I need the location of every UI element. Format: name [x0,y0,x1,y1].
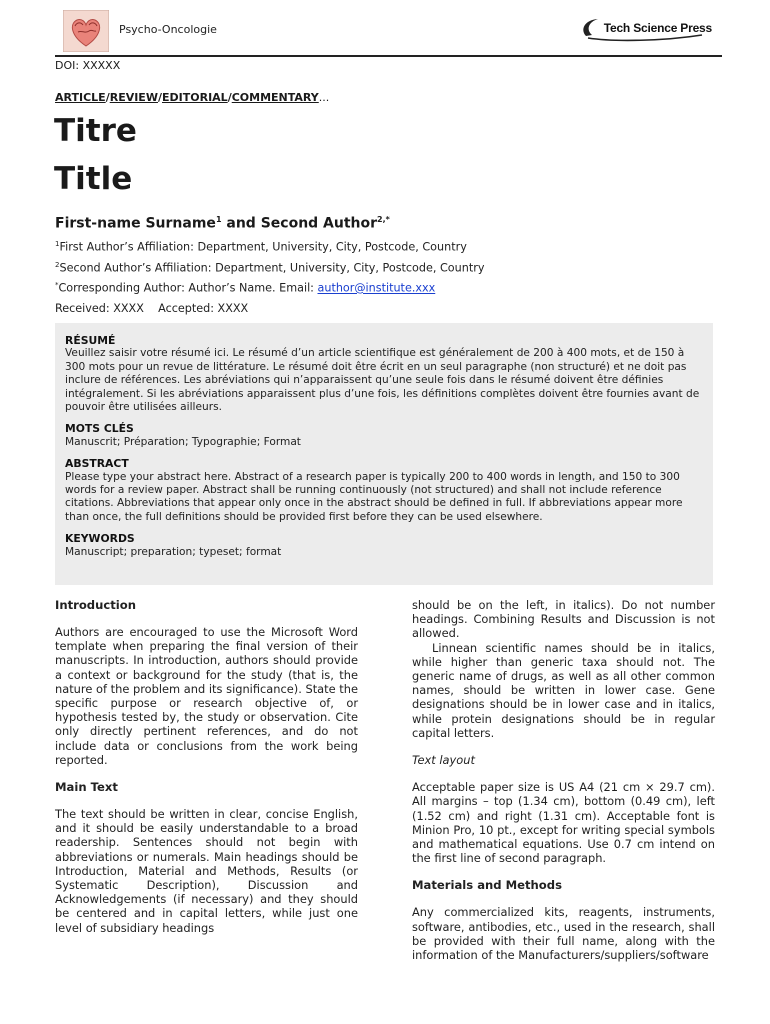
abstract-heading: ABSTRACT [65,457,129,471]
header-rule [55,55,722,57]
journal-logo-icon [63,10,109,52]
materials-methods-paragraph: Any commercialized kits, reagents, instruments, software, antibodies, etc., used in the research, shall be provided with their full name, along with the information of the Manufacturers/suppliers/software [412,905,715,963]
body-right-column [412,598,715,975]
affiliation-1-sup: 1 [55,240,60,248]
article-type-commentary: COMMENTARY [231,91,319,104]
affiliation-1-text: First Author’s Affiliation: Department, University, City, Postcode, Country [59,240,467,254]
mots-cles-text: Manuscrit; Préparation; Typographie; Format [65,435,301,448]
body-left-column [55,598,358,948]
title-french: Titre [54,113,137,149]
keywords-heading: KEYWORDS [65,532,135,546]
author-second: and Second Author [221,215,378,232]
resume-heading: RÉSUMÉ [65,334,116,347]
corresponding-text: Corresponding Author: Author’s Name. Email: [58,281,318,295]
article-type [55,91,329,104]
affiliation-1 [55,240,467,254]
introduction-text: Authors are encouraged to use the Microsoft Word template when preparing the final version of their manuscripts. In introduction, authors should provide a context or background for the study (that is, the nature of the problem and its significance). State the specific purpose or research objective of, or hypothesis tested by, the study or observation. Cite only directly pertinent references, and do not include data or conclusions from the work being reported. [55,625,358,767]
abstract-text: Please type your abstract here. Abstract of a research paper is typically 200 to 400 words in length, and 150 to 300 words for a review paper. Abstract shall be running continuously (not structured) and shall not include reference citations. Abbreviations that appear only once in the abstract should be defined in full. If abbreviations appear more than once, the full definitions should be provided first before they can be used elsewhere. [65,470,683,523]
keywords-text: Manuscript; preparation; typeset; format [65,545,282,558]
linnean-paragraph: Linnean scientific names should be in italics, while higher than generic taxa should not. The generic name of drugs, as well as all other common names, should be written in lower case. Gene designations should be in lower case and in italics, while protein designations should be in regular capital letters. [412,640,715,740]
article-type-editorial: EDITORIAL [162,91,228,104]
article-type-sep: / [105,91,110,104]
article-type-sep: / [157,91,162,104]
introduction-heading: Introduction [55,598,136,612]
text-layout-heading: Text layout [412,753,475,768]
resume-text: Veuillez saisir votre résumé ici. Le résumé d’un article scientifique est généralement de 200 à 400 mots, et de 150 à 300 mots pour un revue de littérature. Le résumé doit être écrit en un seul paragraphe (non structuré) et ne doit pas inclure de références. Les abréviations qui n’apparaissent qu’une seule fois dans le résumé doivent être définies intégralement. Si les abréviations apparaissent plus d’une fois, les définitions complètes doivent être fournies avant de pouvoir être utilisées ailleurs. [65,347,700,414]
author-first: First-name Surname [55,215,216,232]
article-type-review: REVIEW [109,91,158,104]
main-text-heading: Main Text [55,780,118,795]
article-type-article: ARTICLE [55,91,106,104]
text-layout-paragraph: Acceptable paper size is US A4 (21 cm × 29.7 cm). All margins – top (1.34 cm), bottom (0.49 cm), left (1.52 cm) and right (1.31 cm). Acceptable font is Minion Pro, 10 pt., except for writing special symbols and mathematical equations. Use 0.7 cm intend on the first line of second paragraph. [412,780,715,866]
corresponding-sup: * [55,281,59,289]
main-text-paragraph: The text should be written in clear, concise English, and it should be easily understandable to a broad readership. Sentences should not begin with abbreviations or numerals. Main headings should be Introduction, Material and Methods, Results (or Systematic Description), Discussion and Acknowledgements (if necessary) and they should be centered and in capital letters, while just one level of subsidiary headings [55,807,358,935]
abstract-box [55,323,713,585]
affiliation-2-sup: 2 [55,261,60,269]
author-email-link[interactable]: author@institute.xxx [317,281,436,295]
received-accepted: Received: XXXX Accepted: XXXX [55,302,249,315]
article-type-ellipsis: ... [318,91,330,104]
mots-cles-heading: MOTS CLÉS [65,422,134,436]
page-header [55,8,722,56]
corresponding-author [55,281,435,295]
materials-methods-heading: Materials and Methods [412,878,562,893]
journal-name: Psycho-Oncologie [119,23,217,36]
author-line [55,215,390,232]
title-english: Title [54,161,133,197]
author-first-sup: 1 [215,215,222,224]
headings-continuation: should be on the left, in italics). Do not number headings. Combining Results and Discussion is not allowed. [412,598,715,641]
doi: DOI: XXXXX [55,59,121,72]
publisher-name: Tech Science Press [603,21,712,35]
affiliation-2-text: Second Author’s Affiliation: Department, University, City, Postcode, Country [59,261,485,275]
affiliation-2 [55,261,484,275]
author-second-sup: 2,* [377,215,390,224]
article-type-sep: / [227,91,232,104]
